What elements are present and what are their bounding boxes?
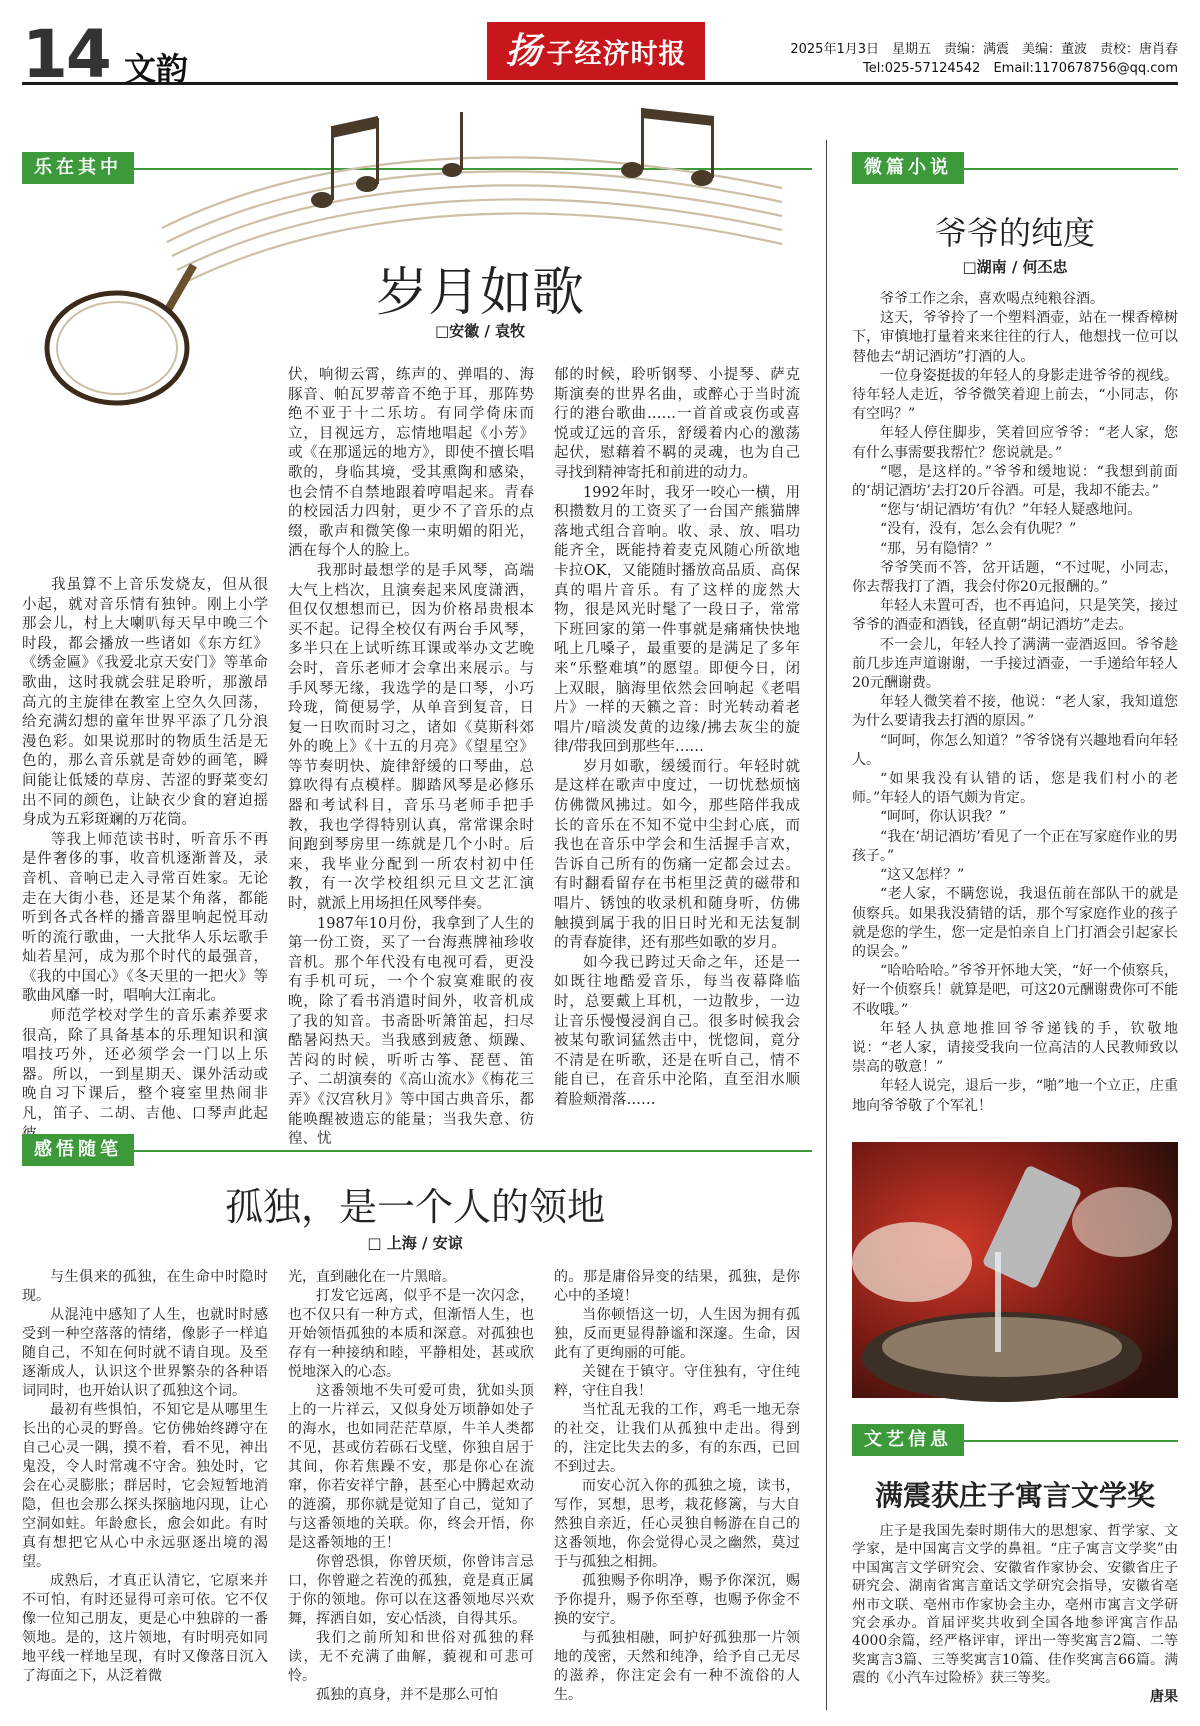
tag-wenyixinxi: 文艺信息 xyxy=(852,1424,964,1456)
suiyue-column-3 xyxy=(554,366,800,1112)
paragraph: 师范学校对学生的音乐素养要求很高，除了具备基本的乐理知识和演唱技巧外，还必须学会一门以上乐器。所以，一到星期天、课外活动或晚自习下课后，整个寝室里热闹非凡，笛子、二胡、吉他、口琴声此起 xyxy=(22,1008,268,1123)
paragraph: 这番领地不失可爱可贵，犹如头顶上的一片祥云，又似身处万顷静如处子的海水，也如同茫茫草原，牛羊人类都不见，甚或仿若砾石戈壁，你独自居于其间，你若焦躁不安，那是你心在流窜，你若安祥宁静，甚至心中腾起欢动的涟漪，那你就是觉知了自己，觉知了与这番领地的关联。你，终会开悟，你是这番领地的王！ xyxy=(288,1383,534,1551)
yeye-body xyxy=(852,290,1178,1130)
paragraph: 我们之前所知和世俗对孤独的释读，无不充满了曲解，藐视和可悲可怜。 xyxy=(288,1630,534,1684)
byline-gudu: □ 上海 / 安谅 xyxy=(367,1234,463,1252)
byline-suiyue: □安徽 / 袁牧 xyxy=(434,322,526,340)
paragraph: 孤独赐予你明净，赐予你深沉，赐予你提升，赐予你至尊，也赐予你金不换的安宁。 xyxy=(554,1573,800,1627)
paragraph: 庄子是我国先秦时期伟大的思想家、哲学家、文学家，是中国寓言文学的鼻祖。“庄子寓言文学奖”由中国寓言文学研究会、安徽省作家协会、安徽省庄子研究会、湖南省寓言童话文学研究会指导，安徽省亳州市文联、亳州市作家协会主办，亳州市寓言文学研究会承办。首届评奖共收到全国各地参评寓言作品4000余篇，经严格评审，评出一等奖寓言2篇、二等奖寓言3篇、三等奖寓言10篇、佳作奖寓言66篇。满震的《小汽车过险桥》获三等奖。 xyxy=(852,1523,1178,1687)
paragraph: “哈哈哈哈。”爷爷开怀地大笑，“好一个侦察兵，好一个侦察兵！就算是吧，可这20元酬谢费你可不能不收哦。” xyxy=(852,963,1178,1018)
gudu-column-2 xyxy=(288,1268,534,1708)
paragraph: 从混沌中感知了人生，也就时时感受到一种空落落的情绪，像影子一样追随自己，不知在何时就不请自现。及至逐渐成人，认识这个世界繁杂的各种语词同时，也开始认识了孤独这个词。 xyxy=(22,1307,268,1399)
suiyue-column-2 xyxy=(288,366,534,1148)
article-title-gudu: 孤独，是一个人的领地 xyxy=(224,1185,605,1229)
byline-yeye: □湖南 / 何丕忠 xyxy=(962,258,1068,276)
paragraph: “呵呵，你认识我？” xyxy=(880,809,1007,826)
news-body xyxy=(852,1522,1178,1705)
masthead-text: 子经济时报 xyxy=(546,39,687,70)
tag-underline xyxy=(22,1150,812,1152)
paragraph: “没有，没有，怎么会有仇呢？” xyxy=(880,521,1077,538)
masthead-y-glyph: 扬 xyxy=(505,30,543,72)
gudu-column-3 xyxy=(554,1268,800,1708)
news-author: 唐果 xyxy=(1150,1688,1178,1705)
paragraph: 你曾恐惧，你曾厌烦，你曾讳言忌口，你曾避之若浼的孤独，竟是真正属于你的领地。你可以在这番领地尽兴欢舞，挥洒自如，安心恬淡，自得其乐。 xyxy=(288,1554,534,1627)
paragraph: “您与‘胡记酒坊’有仇？”年轻人疑惑地问。 xyxy=(880,502,1142,519)
paragraph: 如今我已跨过天命之年，还是一如既往地酷爱音乐，每当夜幕降临时，总要戴上耳机，一边散步，一边让音乐慢慢浸润自己。很多时候我会被某句歌词猛然击中，恍惚间，竟分不清是在听歌，还是在听自己，情不能自已，在音乐中沦陷，直至泪水顺着脸颊滑落…… xyxy=(554,954,800,1108)
paragraph: “呵呵，你怎么知道？”爷爷饶有兴趣地看向年轻人。 xyxy=(852,732,1178,768)
paragraph: 不一会儿，年轻人拎了满满一壶酒返回。爷爷趁前几步连声道谢谢，一手接过酒壶，一手递给年轻人20元酬谢费。 xyxy=(852,636,1178,692)
paragraph: 1992年时，我牙一咬心一横，用积攒数月的工资买了一台国产熊猫牌落地式组合音响。收、录、放、唱功能齐全，既能持着麦克风随心所欲地卡拉OK，又能随时播放高品质、高保真的唱片音乐。有了这样的庞然大物，很是风光时髦了一段日子，常常下班回家的第一件事就是痛痛快快地吼上几嗓子，最重要的是满足了多年来“乐整难填”的愿望。即便今日，闭上双眼，脑海里依然会回响起《老唱片》一样的天籁之音：时光转动着老唱片/暗淡发黄的边缘/拂去灰尘的旋律/带我回到那些年…… xyxy=(554,484,800,756)
paragraph: “嗯，是这样的。”爷爷和缓地说：“我想到前面的‘胡记酒坊’去打20斤谷酒。可是，我却不能去。” xyxy=(852,463,1178,500)
paragraph: 当忙乱无我的工作，鸡毛一地无奈的社交，让我们从孤独中走出。得到的，注定比失去的多，有的东西，已回不到过去。 xyxy=(554,1402,800,1475)
tag-ganwusuibi: 感悟随笔 xyxy=(22,1134,134,1166)
paragraph: “如果我没有认错的话，您是我们村小的老师。”年轻人的语气颇为肯定。 xyxy=(852,771,1178,807)
paragraph: 岁月如歌，缓缓而行。年轻时就是这样在歌声中度过，一切忧愁烦恼仿佛微风拂过。如今，那些陪伴我成长的音乐在不知不觉中尘封心底，而我也在音乐中学会和生活握手言欢，告诉自己所有的伤痛一定都会过去。有时翻看留存在书柜里泛黄的磁带和唱片、锈蚀的收录机和随身听，仿佛触摸到属于我的旧日时光和无法复制的青春旋律，还有那些如歌的岁月。 xyxy=(554,758,800,952)
paragraph: 爷爷工作之余，喜欢喝点纯粮谷酒。 xyxy=(880,291,1104,307)
paragraph: 的。那是庸俗异变的结果，孤独，是你心中的圣境！ xyxy=(554,1269,800,1304)
suiyue-column-1 xyxy=(22,576,268,1123)
paragraph: 关键在于镇守。守住独有，守住纯粹，守住自我！ xyxy=(554,1364,800,1399)
cello-illustration xyxy=(47,263,197,403)
paragraph: 光，直到融化在一片黑暗。 xyxy=(288,1269,456,1285)
paragraph: 与孤独相融，呵护好孤独那一片领地的茂密，天然和纯净，给予自己无尽的滋养，你注定会有一种不流俗的人生。 xyxy=(554,1630,800,1703)
paragraph: 年轻人未置可否，也不再追问，只是笑笑，接过爷爷的酒壶和酒钱，径直朝“胡记酒坊”走去。 xyxy=(852,598,1178,634)
header-info-line1: 2025年1月3日 星期五 责编：满震 美编：董波 责校：唐肖春 xyxy=(790,42,1178,57)
paragraph: 年轻人说完，退后一步，“啪”地一个立正，庄重地向爷爷敬了个军礼！ xyxy=(852,1078,1178,1114)
paragraph: 1987年10月份，我拿到了人生的第一份工资，买了一台海燕牌袖珍收音机。那个年代没有电视可看，更没有手机可玩，一个个寂寞难眠的夜晚，除了看书消遣时间外，收音机成了我的知音。书斋卧听箫笛起，扫尽酷暑闷热天。当我感到疲惫、烦躁、苦闷的时候，听听古筝、琵琶、笛子、二胡演奏的《高山流水》《梅花三弄》《汉宫秋月》等中国古典音乐，都能唤醒被遗忘的能量；当我失意、彷徨、忧 xyxy=(288,915,534,1148)
paragraph: 年轻人执意地推回爷爷递钱的手，钦敬地说：“老人家，请接受我向一位高洁的人民教师致以崇高的敬意！” xyxy=(852,1020,1178,1076)
header-info-line2: Tel:025-57124542 Email:1170678756@qq.com xyxy=(863,61,1178,76)
paragraph: 年轻人微笑着不接，他说：“老人家，我知道您为什么要请我去打酒的原因。” xyxy=(852,694,1178,730)
paragraph: “那，另有隐情？” xyxy=(880,540,993,557)
page-number: 14 xyxy=(22,16,110,93)
paragraph: 一位身姿挺拔的年轻人的身影走进爷爷的视线。待年轻人走近，爷爷微笑着迎上前去，“小同志，你有空吗？” xyxy=(852,367,1178,423)
section-name: 文韵 xyxy=(124,50,189,88)
paragraph: 而安心沉入你的孤独之境，读书，写作，冥想，思考，栽花修篱，与大自然独自亲近，任心灵独自畅游在自己的这番领地，你会觉得心灵之幽然，莫过于与孤独之相拥。 xyxy=(554,1478,800,1570)
liquor-photo xyxy=(852,1142,1178,1398)
paragraph: 等我上师范读书时，听音乐不再是件奢侈的事，收音机逐渐普及，录音机、音响已走入寻常百姓家。无论走在大街小巷，还是某个角落，都能听到各式各样的播音器里响起悦耳动听的流行歌曲，一大批华人乐坛歌手灿若星河，成为那个时代的最强音，《我的中国心》《冬天里的一把火》等歌曲风靡一时，唱响大江南北。 xyxy=(22,831,268,1005)
paragraph: 与生俱来的孤独，在生命中时隐时现。 xyxy=(22,1269,268,1304)
paragraph: 成熟后，才真正认清它，它原来并不可怕，有时还显得可亲可依。它不仅像一位知己朋友，更是心中独辟的一番领地。是的，这片领地，有时明亮如同地平线一样地呈现，有时又像落日沉入了海面之下，从泛着微 xyxy=(22,1573,268,1684)
paragraph: 我虽算不上音乐发烧友，但从很小起，就对音乐情有独钟。刚上小学那会儿，村上大喇叭每天早中晚三个时段，都会播放一些诸如《东方红》《绣金匾》《我爱北京天安门》等革命歌曲，这时我就会驻足聆听，那激昂高亢的主旋律在教室上空久久回荡，给充满幻想的童年世界平添了几分浪漫色彩。如果说那时的物质生活是无色的，那么音乐就是奇妙的画笔，瞬间能让低矮的草房、苦涩的野菜变幻出不同的颜色，让缺衣少食的窘迫摇身成为五彩斑斓的万花筒。 xyxy=(22,577,268,829)
column-separator xyxy=(826,140,827,1710)
paragraph: “老人家，不瞒您说，我退伍前在部队干的就是侦察兵。如果我没猜错的话，那个写家庭作业的孩子就是您的学生，您一定是怕亲自上门打酒会引起家长的误会。” xyxy=(852,886,1178,960)
paragraph: 这天，爷爷拎了一个塑料酒壶，站在一棵香樟树下，审慎地打量着来来往往的行人，他想找一位可以替他去“胡记酒坊”打酒的人。 xyxy=(852,310,1178,365)
paragraph: 年轻人停住脚步，笑着回应爷爷：“老人家，您有什么事需要我帮忙？您说就是。” xyxy=(852,425,1178,461)
tag-weipianxiaoshuo: 微篇小说 xyxy=(852,152,964,184)
article-title-news: 满震获庄子寓言文学奖 xyxy=(874,1479,1155,1512)
paragraph: 我那时最想学的是手风琴，高端大气上档次，且演奏起来风度潇洒，但仅仅想想而已，因为价格昂贵根本买不起。记得全校仅有两台手风琴，多半只在上试听练耳课或举办文艺晚会时，音乐老师才会拿出来展示。与手风琴无缘，我选学的是口琴，小巧玲珑，简便易学，从单音到复音，日复一日吹而时习之，诸如《莫斯科郊外的晚上》《十五的月亮》《望星空》等节奏明快、旋律舒缓的口琴曲，总算吹得有点模样。脚踏风琴是必修乐器和考试科目，音乐马老师手把手教，我也学得特别认真，常常课余时间跑到琴房里一练就是几个小时。后来，我毕业分配到一所农村初中任教，有一次学校组织元旦文艺汇演时，就派上用场担任风琴伴奏。 xyxy=(288,562,534,913)
paragraph: “我在‘胡记酒坊’看见了一个正在写家庭作业的男孩子。” xyxy=(852,828,1178,864)
paragraph: 当你顿悟这一切，人生因为拥有孤独，反而更显得静谧和深邃。生命，因此有了更绚丽的可能。 xyxy=(554,1307,800,1361)
paragraph: 最初有些惧怕，不知它是从哪里生长出的心灵的野兽。它仿佛始终蹲守在自己心灵一隅，摸不着，看不见，神出鬼没，令人时常魂不守舍。独处时，它会在心灵膨胀；群居时，它会短暂地消隐，但也会那么探头探脑地闪现，让心空洞如蛀。年龄愈长，愈会如此。有时真有想把它从心中永远驱逐出境的渴望。 xyxy=(22,1402,268,1570)
paragraph: “这又怎样？” xyxy=(880,867,965,884)
paragraph: 郁的时候，聆听钢琴、小提琴、萨克斯演奏的世界名曲，或醉心于当时流行的港台歌曲……一首首或哀伤或喜悦或辽远的音乐，舒缓着内心的激荡起伏，慰藉着不羁的灵魂，也为自己寻找到精神寄托和前进的动力。 xyxy=(554,367,800,481)
article-title-yeye: 爷爷的纯度 xyxy=(934,214,1095,252)
tag-yuezaiqizhong: 乐在其中 xyxy=(22,152,134,184)
masthead-logo xyxy=(487,22,705,80)
paragraph: 孤独的真身，并不是那么可怕 xyxy=(316,1687,498,1703)
gudu-column-1 xyxy=(22,1268,268,1708)
paragraph: 打发它远离，似乎不是一次闪念，也不仅只有一种方式，但渐悟人生，也开始领悟孤独的本质和深意。对孤独也存有一种接纳和睦，平静相处，甚或欣悦地深入的心态。 xyxy=(288,1288,534,1380)
paragraph: 伏，响彻云霄，练声的、弹唱的、海豚音、帕瓦罗蒂音不绝于耳，那阵势绝不亚于十二乐坊。有同学倚床而立，目视远方，忘情地唱起《小芳》或《在那遥远的地方》，即使不擅长唱歌的，身临其境，受其熏陶和感染，也会情不自禁地跟着哼唱起来。青春的校园活力四射，更少不了音乐的点缀，歌声和微笑像一束明媚的阳光，洒在每个人的脸上。 xyxy=(288,367,534,560)
article-title-suiyue: 岁月如歌 xyxy=(375,263,584,323)
header-rule xyxy=(22,82,1178,85)
paragraph: 爷爷笑而不答，岔开话题，“不过呢，小同志，你去帮我打了酒，我会付你20元报酬的。” xyxy=(852,559,1178,596)
